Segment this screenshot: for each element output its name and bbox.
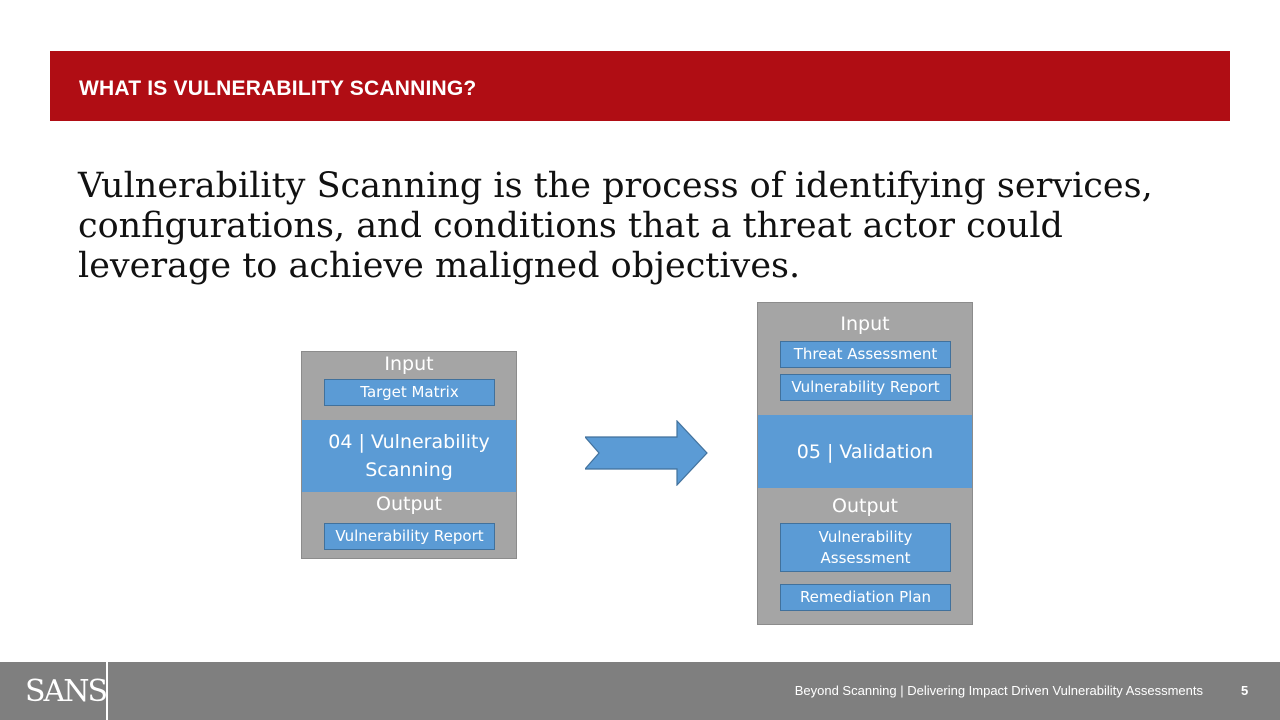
process-step-05-panel [757, 302, 973, 625]
output-label: Output [376, 493, 442, 515]
input-label: Input [840, 313, 890, 335]
output-item-vulnerability-report: Vulnerability Report [324, 523, 495, 550]
step-04-vulnerability-scanning: 04 | Vulnerability Scanning [302, 420, 516, 492]
slide-footer [0, 662, 1280, 720]
input-item-vulnerability-report: Vulnerability Report [780, 374, 951, 401]
slide-title-bar [50, 51, 1230, 121]
output-item-vulnerability-assessment: Vulnerability Assessment [780, 523, 951, 572]
input-item-threat-assessment: Threat Assessment [780, 341, 951, 368]
output-item-remediation-plan: Remediation Plan [780, 584, 951, 611]
slide-title: WHAT IS VULNERABILITY SCANNING? [79, 77, 477, 100]
process-step-04-panel [301, 351, 517, 559]
step-05-validation: 05 | Validation [758, 415, 972, 488]
output-label: Output [832, 495, 898, 517]
input-item-target-matrix: Target Matrix [324, 379, 495, 406]
presentation-title: Beyond Scanning | Delivering Impact Driven Vulnerability Assessments [794, 683, 1203, 698]
slide-body-text: Vulnerability Scanning is the process of identifying services, configurations, and conditions that a threat actor could leverage to achieve maligned objectives. [78, 166, 1153, 286]
right-arrow-icon [585, 420, 709, 486]
input-label: Input [384, 353, 434, 375]
footer-divider [106, 662, 108, 720]
page-number: 5 [1241, 683, 1249, 698]
sans-logo: SANS [25, 674, 107, 709]
